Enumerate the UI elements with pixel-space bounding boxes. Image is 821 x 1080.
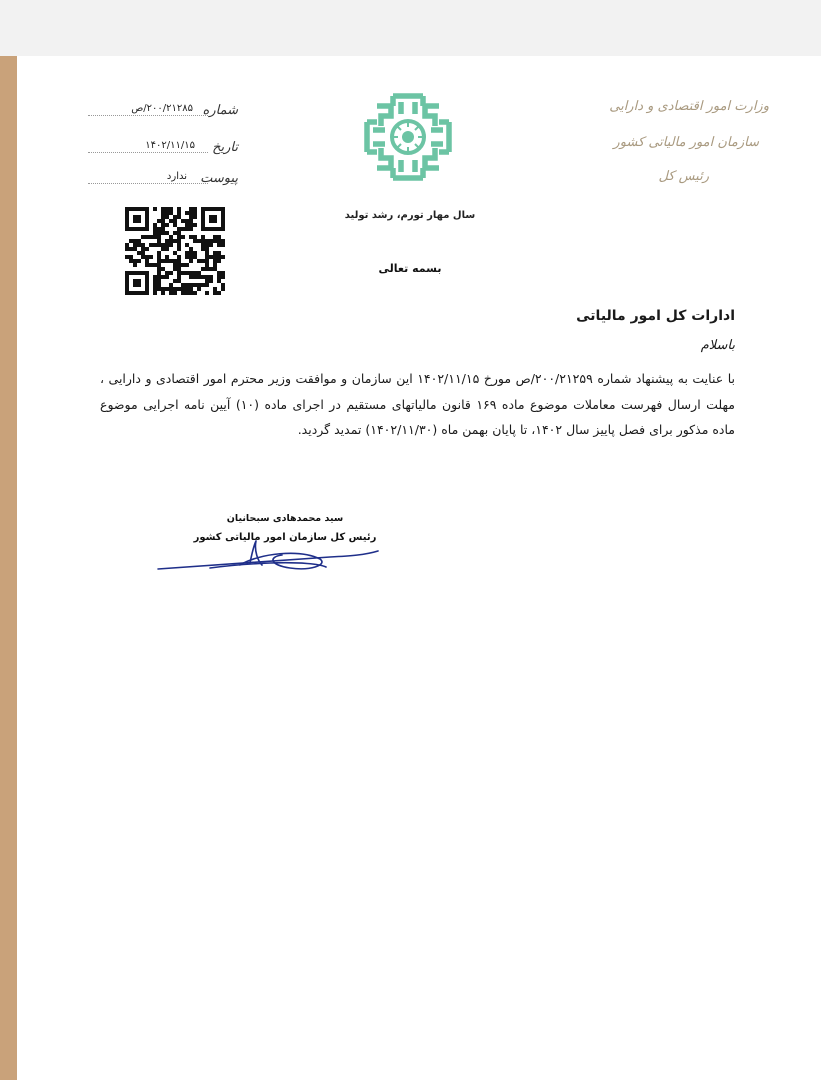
signer-name: سید محمدهادی سبحانیان: [226, 513, 344, 524]
top-background-strip: [0, 0, 821, 56]
dotted-line: [88, 115, 208, 116]
letter-number-row: [88, 103, 238, 121]
cardboard-edge: [0, 56, 17, 1080]
organization-name: سازمان امور مالیاتی کشور: [613, 135, 759, 150]
letter-body: [100, 305, 735, 443]
handwritten-signature: [150, 535, 390, 580]
recipient-heading: ادارات کل امور مالیاتی: [576, 308, 735, 324]
year-motto: سال مهار تورم، رشد تولید: [344, 210, 476, 221]
dotted-line: [88, 183, 208, 184]
letter-number-value: ۲۰۰/۲۱۲۸۵/ص: [128, 103, 196, 114]
dotted-line: [88, 152, 208, 153]
letter-attachment-label: پیوست: [200, 171, 238, 186]
tax-organization-emblem-icon: [363, 92, 453, 182]
letter-attachment-row: [88, 171, 238, 189]
bismillah-heading: بسمه تعالی: [378, 262, 442, 275]
letter-date-row: [88, 140, 238, 158]
letter-date-label: تاریخ: [212, 140, 238, 155]
ministry-name: وزارت امور اقتصادی و دارایی: [609, 99, 769, 114]
signer-title: رئیس کل سازمان امور مالیاتی کشور: [193, 532, 377, 543]
salutation: باسلام: [700, 338, 735, 353]
letter-date-value: ۱۴۰۲/۱۱/۱۵: [142, 140, 198, 151]
letter-paragraph: با عنایت به پیشنهاد شماره ۲۰۰/۲۱۲۵۹/ص مورخ ۱۴۰۲/۱۱/۱۵ این سازمان و موافقت وزیر محترم امور اقتصادی و دارایی ، مهلت ارسال فهرست معاملات موضوع ماده ۱۶۹ قانون مالیاتهای مستقیم در اجرای ماده (۱۰) آیین نامه اجرایی موضوع ماده مذکور برای فصل پاییز سال ۱۴۰۲، تا پایان بهمن ماه (۱۴۰۲/۱۱/۳۰) تمدید گردید.: [100, 371, 735, 437]
letter-attachment-value: ندارد: [164, 171, 190, 182]
qr-code-icon: [125, 207, 225, 295]
office-title: رئیس کل: [658, 169, 709, 184]
letter-number-label: شماره: [202, 103, 238, 118]
